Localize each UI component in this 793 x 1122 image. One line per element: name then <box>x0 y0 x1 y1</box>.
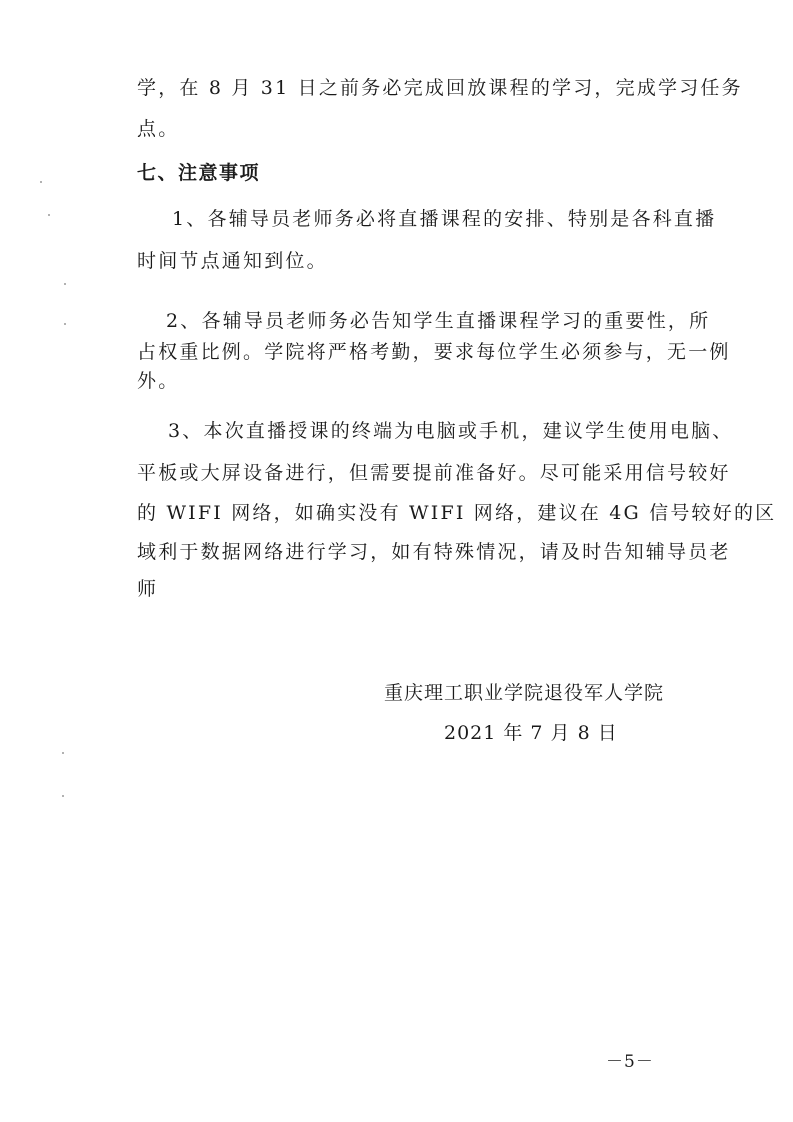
page-number: －5－ <box>606 1052 654 1072</box>
section-heading: 七、注意事项 <box>137 162 261 184</box>
paragraph-line: 域利于数据网络进行学习，如有特殊情况，请及时告知辅导员老 <box>137 541 731 563</box>
scan-speck <box>64 323 66 325</box>
scan-speck <box>48 214 50 216</box>
paragraph-line: 3、本次直播授课的终端为电脑或手机，建议学生使用电脑、 <box>168 420 734 442</box>
signature-date: 2021 年 7 月 8 日 <box>444 722 618 744</box>
paragraph-line: 外。 <box>137 370 180 392</box>
paragraph-line: 师 <box>137 578 159 600</box>
paragraph-line: 占权重比例。学院将严格考勤，要求每位学生必须参与，无一例 <box>137 341 731 363</box>
scan-speck <box>40 181 42 183</box>
signature-organization: 重庆理工职业学院退役军人学院 <box>384 682 665 704</box>
scan-speck <box>64 283 66 285</box>
paragraph-line: 1、各辅导员老师务必将直播课程的安排、特别是各科直播 <box>172 208 717 230</box>
paragraph-line: 时间节点通知到位。 <box>137 250 328 272</box>
paragraph-line: 学，在 8 月 31 日之前务必完成回放课程的学习，完成学习任务 <box>137 77 743 99</box>
paragraph-line: 2、各辅导员老师务必告知学生直播课程学习的重要性，所 <box>166 310 711 332</box>
paragraph-line: 的 WIFI 网络，如确实没有 WIFI 网络，建议在 4G 信号较好的区 <box>137 502 777 524</box>
scan-speck <box>62 752 64 754</box>
scan-speck <box>62 795 64 797</box>
paragraph-line: 平板或大屏设备进行，但需要提前准备好。尽可能采用信号较好 <box>137 462 731 484</box>
paragraph-line: 点。 <box>137 118 180 140</box>
